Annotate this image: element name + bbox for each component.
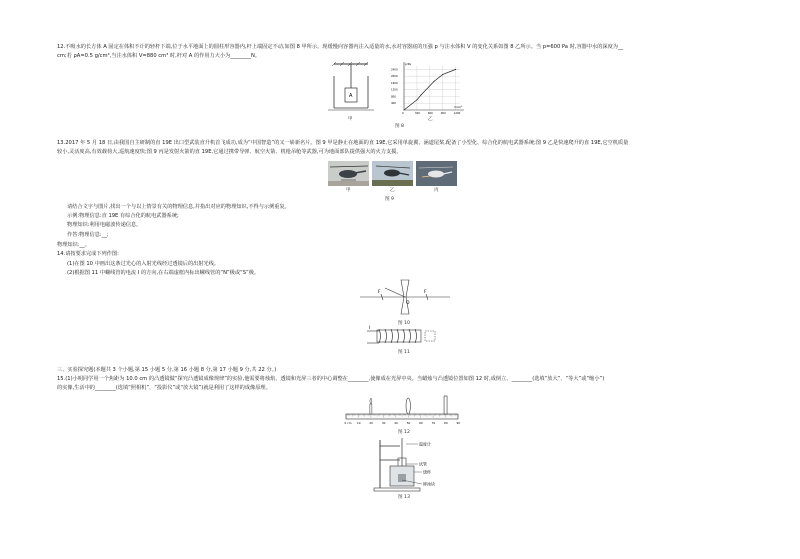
y-tick-label: 1200: [391, 88, 398, 92]
x-tick-label: 300: [414, 112, 420, 115]
q14-title: 14.请按要求完成下列作图:: [57, 251, 119, 257]
q13-answer-knowledge: 物理知识:__。: [57, 242, 90, 248]
q13-answer-info: 作答:物理信息:__;: [67, 232, 109, 238]
photo-label-bing: 丙: [434, 188, 439, 193]
helicopter-photo-yi: [372, 161, 413, 186]
ice-label: 碎冰块: [423, 481, 435, 487]
ruler-tick-label: 20: [369, 421, 373, 425]
helicopter-photo-jia: [328, 161, 369, 186]
data-point: [442, 74, 443, 75]
y-tick-label: 2000: [391, 75, 398, 79]
candle: [370, 404, 372, 414]
data-point: [416, 99, 417, 100]
ruler-tick-label: 90: [456, 421, 461, 425]
fig8-caption: 图 8: [395, 124, 404, 129]
data-point: [455, 69, 456, 70]
beaker-label: 烧杯: [423, 469, 431, 475]
x-axis-label: V/cm³: [454, 105, 463, 109]
x-tick-label: 1200: [453, 112, 461, 115]
ruler-tick-label: 10: [356, 421, 361, 425]
screen: [444, 396, 447, 414]
y-axis-label: p/Pa: [405, 62, 411, 66]
x-tick-label: 600: [427, 112, 433, 115]
photo-label-jia: 甲: [346, 188, 351, 193]
helicopter-photo-bing: [416, 161, 457, 186]
focal-point-right-label: F: [424, 290, 427, 295]
ruler-tick-label: 70: [431, 421, 436, 425]
q13-example-info: 示例:物理信息:直 19E 有综合化的航电武器系统;: [67, 213, 179, 219]
y-tick-label: 800: [391, 95, 396, 99]
fig8-yi-label: 乙: [428, 117, 433, 122]
q15-text-line1: 15.(1)小明同学用一个焦距为 10.0 cm 的凸透镜做“探究凸透镜成像规律”的实验,他需要将烛焰、透镜和光屏三者的中心调整在________,使像成在光屏中央。当蜡烛与凸透镜位置如图 12 时,成倒立、________(选填“放大”、“等大”或“缩小”): [57, 376, 605, 382]
x-tick-label: 900: [440, 112, 446, 115]
ruler-tick-label: 80: [444, 421, 448, 425]
test-tube-label: 试管: [419, 461, 427, 467]
fig11-caption: 图 11: [398, 350, 410, 355]
focal-point-left-label: F: [378, 290, 381, 295]
fig13-caption: 图 13: [398, 495, 410, 500]
q12-text-line1: 12.不吸水的长方体 A 固定在体积不计的轻杆下端,位于水平地面上的圆柱形容器内,杆上端固定不动,如图 8 甲所示。现缓慢向容器内注入适量的水,水对容器底的压强 p 与注水体积 V 的变化关系如图 8 乙所示。当 p=600 Pa 时,容器中水的深度为__: [57, 44, 624, 50]
thermometer-label: 温度计: [419, 441, 431, 447]
y-tick-label: 400: [391, 102, 396, 106]
melting-apparatus-diagram: [372, 436, 442, 492]
coil-windings: [379, 329, 417, 343]
q13-prompt: 请结合文字与图片,找出一个与以上情景有关的物理信息,并指出对应的物理知识,不得与示例重复。: [67, 204, 290, 210]
lens-diagram: [360, 278, 450, 318]
q14-item1: (1)在图 10 中画出这条过光心的入射光线经过透镜后的出射光线。: [67, 261, 220, 267]
y-tick-label: 1600: [391, 81, 398, 85]
ruler-tick-label: 40: [394, 421, 398, 425]
section3-heading: 三、实验探究题(本题共 3 个小题,第 15 小题 5 分,第 16 小题 8 分,第 17 小题 9 分,共 22 分。): [57, 367, 277, 373]
q15-text-line2: 的实像,生活中的________(选填“照相机”、“投影仪”或“放大镜”)就是利用了这样的成像原理。: [57, 385, 271, 391]
fig9-caption: 图 9: [385, 197, 394, 202]
q13-text-line2: 较小,灵活度高,有效载荷大,巡航速度快;图 9 丙是发射火箭的直 19E,它通过携带导弹、航空火箭、机枪吊舱等武器,可为地面部队提供强大的火力支援。: [57, 149, 402, 155]
data-point: [421, 94, 422, 95]
x-tick-label: 0: [402, 112, 404, 115]
block-a-label: A: [349, 93, 353, 99]
solenoid-diagram: [365, 323, 445, 347]
optical-center-label: O: [406, 301, 410, 306]
container-rod-figure: [328, 62, 374, 114]
convex-lens: [406, 398, 410, 414]
q14-item2: (2)根据图 11 中螺线管的电流 I 的方向,在右端虚框内标出螺线管的“N”极或“S”极。: [67, 270, 260, 276]
ruler-tick-label: 50: [406, 421, 411, 425]
ruler-tick-label: 30: [381, 421, 386, 425]
q13-text-line1: 13.2017 年 5 月 18 日,由我国自主研制的直 19E 出口型武装直升机首飞成功,成为“中国智造”的又一崭新名片。图 9 甲是静止在地面的直 19E,它采用单旋翼、涵道尾桨,配备了小型化、综合化的航电武器系统;图 9 乙是快速爬升的直 19E,它空机质量: [57, 140, 629, 146]
flame-icon: [370, 398, 372, 404]
data-point: [404, 110, 405, 111]
optical-bench-diagram: [338, 392, 468, 432]
pressure-volume-chart: [390, 60, 470, 118]
pole-answer-box[interactable]: [425, 331, 435, 341]
data-point: [434, 81, 435, 82]
photo-label-yi: 乙: [390, 188, 395, 193]
fig8-jia-label: 甲: [348, 117, 353, 122]
ruler-tick-label: 0 cm: [344, 421, 352, 425]
q12-text-line2: cm;若 ρA=0.5 g/cm³,当注水体积 V=880 cm³ 时,杆对 A 的作用力大小为________N。: [57, 53, 261, 59]
y-tick-label: 2400: [391, 68, 398, 72]
fig12-caption: 图 12: [398, 430, 410, 435]
fig10-caption: 图 10: [398, 321, 410, 326]
ruler-tick-label: 60: [419, 421, 423, 425]
q13-example-knowledge: 物理知识:利用电磁波传递信息。: [67, 222, 142, 228]
current-label: I: [369, 326, 371, 331]
